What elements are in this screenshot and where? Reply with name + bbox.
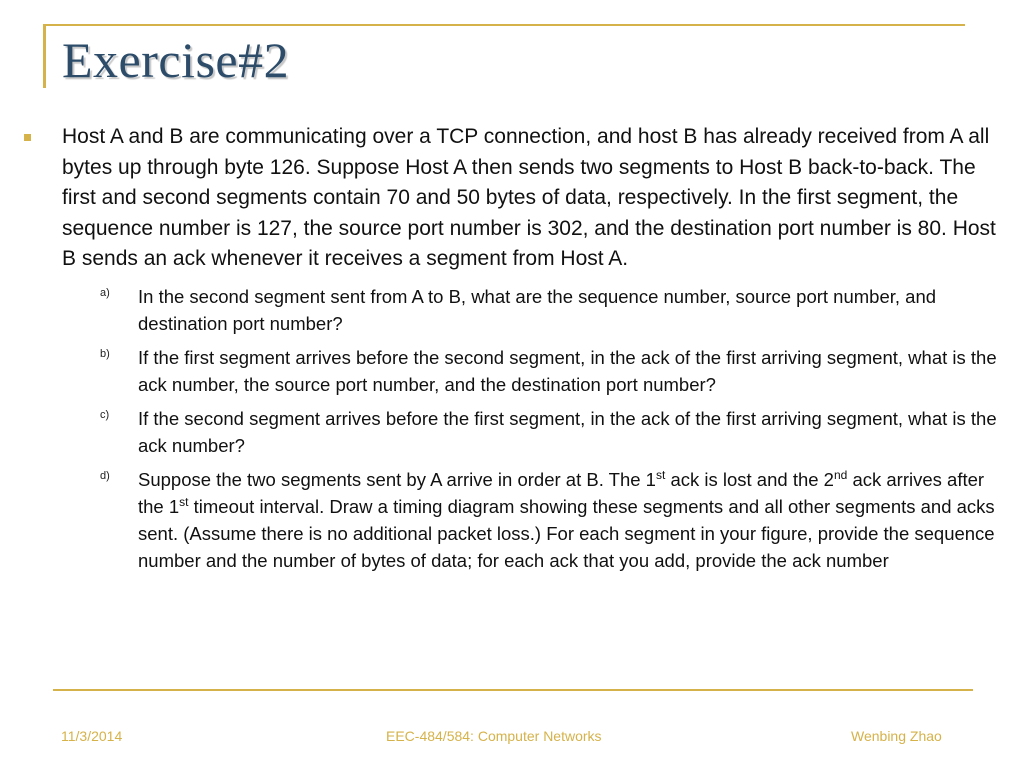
sub-item-text: If the first segment arrives before the second segment, in the ack of the first arriving segment, what is the ack number, the source port number, and the destination port number? bbox=[138, 346, 997, 395]
ordinal-suffix: nd bbox=[833, 467, 848, 482]
sub-item-text: In the second segment sent from A to B, what are the sequence number, source port number, and destination port number? bbox=[138, 285, 937, 334]
footer-divider bbox=[53, 689, 973, 691]
sub-item-text-part: Suppose the two segments sent by A arrive in order at B. The 1 bbox=[138, 468, 656, 490]
sub-item-marker: c) bbox=[100, 408, 110, 421]
sub-item-text-part: ack arrives after the 1 bbox=[138, 468, 985, 517]
title-frame-left-line bbox=[43, 24, 46, 88]
footer-author: Wenbing Zhao bbox=[851, 728, 942, 744]
sub-item-text bbox=[138, 466, 1002, 574]
ordinal-suffix: st bbox=[179, 494, 189, 509]
sub-item-marker: b) bbox=[100, 347, 110, 360]
sub-item-a bbox=[100, 283, 1002, 337]
sub-item-marker: d) bbox=[100, 469, 110, 482]
footer-date: 11/3/2014 bbox=[61, 728, 123, 744]
sub-item-marker: a) bbox=[100, 286, 110, 299]
main-bullet-item bbox=[22, 122, 1002, 574]
sub-item-c bbox=[100, 405, 1002, 459]
sub-item-list bbox=[62, 283, 1002, 574]
sub-item-text: If the second segment arrives before the first segment, in the ack of the first arriving segment, what is the ack number? bbox=[138, 407, 997, 456]
sub-item-text-part: ack is lost and the 2 bbox=[665, 468, 834, 490]
slide-content bbox=[22, 122, 1002, 581]
sub-item-b bbox=[100, 344, 1002, 398]
ordinal-suffix: st bbox=[655, 467, 666, 482]
sub-item-d bbox=[100, 466, 1002, 574]
slide-title: Exercise#2 bbox=[62, 32, 290, 88]
sub-item-text-part: timeout interval. Draw a timing diagram showing these segments and all other segments and acks sent. (Assume there is no additional packet loss.) For each segment in your figure, provide the sequence number and the number of bytes of data; for each ack that you add, provide the ack number bbox=[138, 495, 995, 571]
square-bullet-icon bbox=[24, 134, 31, 141]
title-frame-top-line bbox=[43, 24, 965, 26]
main-bullet-text: Host A and B are communicating over a TCP connection, and host B has already received from A all bytes up through byte 126. Suppose Host A then sends two segments to Host B back-to-back. The first and second segments contain 70 and 50 bytes of data, respectively. In the first segment, the sequence number is 127, the source port number is 302, and the destination port number is 80. Host B sends an ack whenever it receives a segment from Host A. bbox=[62, 125, 996, 270]
footer-course-title: EEC-484/584: Computer Networks bbox=[386, 728, 602, 744]
